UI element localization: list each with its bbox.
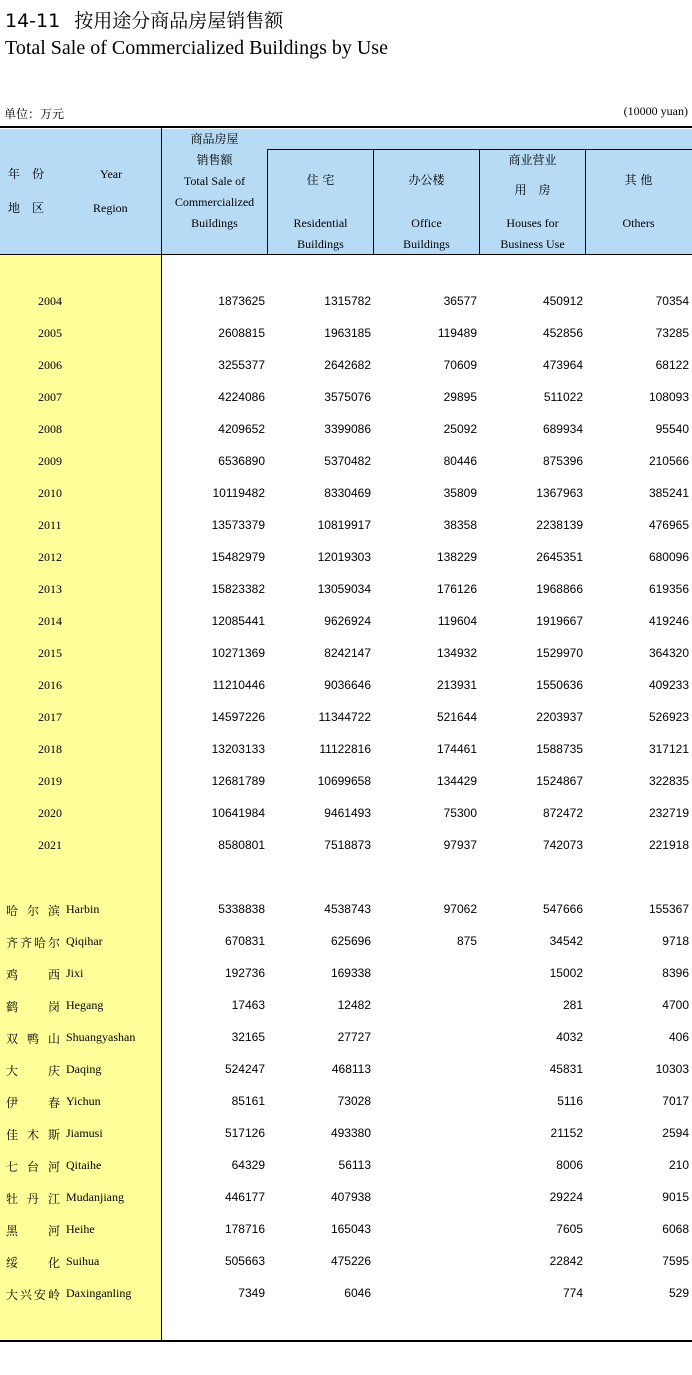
cell-total: 85161 (231, 1094, 265, 1108)
cell-others: 6068 (662, 1222, 689, 1236)
cell-office: 97062 (443, 902, 477, 916)
table-title-cn (5, 6, 283, 33)
year-label: 2018 (38, 742, 62, 756)
cell-business: 1919667 (536, 614, 583, 628)
year-label: 2007 (38, 390, 62, 404)
header-others-en: Others (622, 216, 655, 230)
cell-residential: 13059034 (317, 582, 371, 596)
region-name-en: Suihua (66, 1254, 100, 1268)
region-name-en: Yichun (66, 1094, 101, 1108)
cell-total: 17463 (231, 998, 265, 1012)
table-row (0, 1054, 692, 1086)
table-row (0, 350, 692, 382)
cell-total: 11210446 (212, 678, 265, 692)
cell-residential: 165043 (330, 1222, 371, 1236)
cell-business: 1367963 (536, 486, 583, 500)
cell-residential: 6046 (344, 1286, 371, 1300)
year-label: 2013 (38, 582, 62, 596)
header-residential-en-2: Buildings (297, 237, 344, 251)
cell-office: 134429 (436, 774, 477, 788)
region-name-en: Qitaihe (66, 1158, 102, 1172)
cell-total: 517126 (224, 1126, 265, 1140)
year-label: 2006 (38, 358, 62, 372)
cell-business: 1588735 (536, 742, 583, 756)
year-label: 2019 (38, 774, 62, 788)
table-row (0, 702, 692, 734)
header-residential-cn: 住 宅 (306, 173, 335, 187)
cell-office: 119604 (437, 614, 477, 628)
header-total-en-2: Commercialized (174, 195, 255, 209)
cell-total: 12085441 (211, 614, 265, 628)
cell-office: 176126 (436, 582, 477, 596)
cell-business: 2645351 (536, 550, 583, 564)
cell-business: 34542 (549, 934, 583, 948)
cell-residential: 3399086 (324, 422, 371, 436)
region-name-en: Jiamusi (66, 1126, 103, 1140)
cell-business: 547666 (542, 902, 583, 916)
header-business-cn-1: 商业营业 (508, 153, 557, 167)
cell-others: 4700 (662, 998, 689, 1012)
cell-total: 15823382 (211, 582, 265, 596)
cell-business: 689934 (542, 422, 583, 436)
cell-others: 8396 (662, 966, 689, 980)
cell-business: 1968866 (536, 582, 583, 596)
cell-residential: 1963185 (324, 326, 371, 340)
cell-residential: 56113 (338, 1158, 371, 1172)
cell-total: 4224086 (218, 390, 265, 404)
region-name-en: Harbin (66, 902, 100, 916)
cell-business: 1524867 (536, 774, 583, 788)
cell-business: 875396 (542, 454, 583, 468)
cell-total: 64329 (231, 1158, 265, 1172)
table-row (0, 894, 692, 926)
cell-office: 174461 (436, 742, 477, 756)
table-row (0, 1182, 692, 1214)
region-name-cn: 七台河 (6, 1160, 60, 1174)
cell-office: 35809 (443, 486, 477, 500)
cell-business: 15002 (549, 966, 583, 980)
region-name-cn: 双鸭山 (6, 1032, 60, 1046)
cell-business: 473964 (542, 358, 583, 372)
cell-business: 742073 (542, 838, 583, 852)
region-name-cn: 伊春 (6, 1096, 60, 1110)
cell-business: 2203937 (536, 710, 583, 724)
cell-total: 13573379 (211, 518, 265, 532)
header-region-en: Region (93, 201, 128, 215)
cell-residential: 9461493 (324, 806, 371, 820)
unit-en: (10000 yuan) (623, 104, 688, 118)
unit-cn: 单位：万元 (4, 107, 65, 121)
cell-total: 10271369 (211, 646, 265, 660)
cell-office: 70609 (443, 358, 477, 372)
cell-business: 511022 (543, 390, 583, 404)
cell-total: 32165 (231, 1030, 265, 1044)
cell-residential: 2642682 (324, 358, 371, 372)
cell-office: 97937 (443, 838, 477, 852)
region-name-cn: 鹤岗 (6, 1000, 60, 1014)
table-row (0, 798, 692, 830)
cell-others: 526923 (648, 710, 689, 724)
table-row (0, 830, 692, 862)
cell-others: 68122 (655, 358, 689, 372)
year-label: 2016 (38, 678, 62, 692)
cell-others: 210 (668, 1158, 689, 1172)
cell-business: 45831 (549, 1062, 583, 1076)
cell-residential: 493380 (330, 1126, 371, 1140)
cell-total: 8580801 (218, 838, 265, 852)
header-year-en: Year (100, 167, 123, 181)
region-name-cn: 大庆 (6, 1064, 60, 1078)
cell-residential: 7518873 (324, 838, 371, 852)
cell-others: 680096 (648, 550, 689, 564)
cell-total: 4209652 (218, 422, 265, 436)
cell-others: 322835 (648, 774, 689, 788)
top-rule (0, 126, 692, 128)
region-name-en: Jixi (66, 966, 84, 980)
cell-residential: 73028 (337, 1094, 371, 1108)
cell-total: 446177 (224, 1190, 265, 1204)
table-row (0, 606, 692, 638)
cell-residential: 8330469 (324, 486, 371, 500)
cell-residential: 9626924 (324, 614, 371, 628)
cell-others: 10303 (655, 1062, 689, 1076)
cell-office: 29895 (443, 390, 477, 404)
region-name-en: Daqing (66, 1062, 102, 1076)
header-total-en-3: Buildings (191, 216, 238, 230)
cell-others: 70354 (655, 294, 689, 308)
cell-others: 108093 (648, 390, 689, 404)
cell-office: 36577 (443, 294, 477, 308)
cell-residential: 9036646 (324, 678, 371, 692)
table-row (0, 638, 692, 670)
table-row (0, 1150, 692, 1182)
cell-office: 25092 (443, 422, 477, 436)
cell-office: 138229 (436, 550, 477, 564)
cell-total: 524247 (224, 1062, 265, 1076)
cell-others: 9718 (662, 934, 689, 948)
cell-office: 875 (456, 934, 477, 948)
table-row (0, 414, 692, 446)
table-row (0, 286, 692, 318)
region-name-en: Shuangyashan (66, 1030, 136, 1044)
cell-others: 529 (668, 1286, 689, 1300)
header-year-cn: 年 份 (8, 167, 45, 181)
cell-others: 9015 (662, 1190, 689, 1204)
cell-residential: 10819917 (317, 518, 371, 532)
cell-office: 80446 (443, 454, 477, 468)
table-row (0, 1022, 692, 1054)
table-row (0, 766, 692, 798)
cell-others: 385241 (648, 486, 689, 500)
cell-residential: 3575076 (324, 390, 371, 404)
header-business-en-2: Business Use (500, 237, 565, 251)
cell-residential: 5370482 (324, 454, 371, 468)
region-name-cn: 哈尔滨 (6, 904, 60, 918)
header-office-en-2: Buildings (403, 237, 450, 251)
region-name-en: Heihe (66, 1222, 95, 1236)
bottom-rule (0, 1340, 692, 1342)
region-name-cn: 佳木斯 (6, 1128, 60, 1142)
cell-business: 7605 (556, 1222, 583, 1236)
cell-business: 872472 (542, 806, 583, 820)
cell-office: 134932 (436, 646, 477, 660)
table-number: 14-11 (5, 10, 61, 32)
header-business-en-1: Houses for (506, 216, 559, 230)
region-name-en: Daxinganling (66, 1286, 132, 1300)
year-label: 2004 (38, 294, 62, 308)
cell-residential: 407938 (330, 1190, 371, 1204)
cell-others: 364320 (648, 646, 689, 660)
cell-others: 95540 (655, 422, 689, 436)
cell-total: 13203133 (211, 742, 265, 756)
cell-residential: 11122816 (319, 742, 371, 756)
cell-total: 10119482 (212, 486, 265, 500)
table-row (0, 1214, 692, 1246)
cell-others: 7017 (662, 1094, 689, 1108)
table-row (0, 1118, 692, 1150)
cell-business: 452856 (542, 326, 583, 340)
table-row (0, 446, 692, 478)
cell-residential: 12482 (337, 998, 371, 1012)
col-divider-4 (585, 149, 586, 254)
header-region-cn: 地 区 (8, 201, 45, 215)
cell-residential: 468113 (331, 1062, 371, 1076)
table-row (0, 734, 692, 766)
table-row (0, 1086, 692, 1118)
cell-residential: 8242147 (324, 646, 371, 660)
cell-others: 476965 (648, 518, 689, 532)
cell-office: 119489 (437, 326, 477, 340)
cell-others: 232719 (648, 806, 689, 820)
cell-others: 419246 (648, 614, 689, 628)
cell-business: 2238139 (536, 518, 583, 532)
cell-others: 7595 (662, 1254, 689, 1268)
header-others-cn: 其 他 (624, 173, 653, 187)
cell-total: 7349 (238, 1286, 265, 1300)
cell-business: 281 (562, 998, 583, 1012)
cell-total: 10641984 (211, 806, 265, 820)
region-name-en: Qiqihar (66, 934, 103, 948)
cell-others: 406 (668, 1030, 689, 1044)
cell-business: 5116 (557, 1094, 583, 1108)
table-row (0, 926, 692, 958)
table-row (0, 382, 692, 414)
header-business-cn-2: 用 房 (514, 183, 551, 197)
table-row (0, 958, 692, 990)
table-title-en: Total Sale of Commercialized Buildings by Use (5, 37, 388, 59)
year-label: 2009 (38, 454, 62, 468)
header-total-en-1: Total Sale of (183, 174, 246, 188)
cell-residential: 625696 (330, 934, 371, 948)
cell-business: 1529970 (536, 646, 583, 660)
region-name-en: Hegang (66, 998, 104, 1012)
year-label: 2010 (38, 486, 62, 500)
year-label: 2014 (38, 614, 62, 628)
cell-others: 2594 (662, 1126, 689, 1140)
cell-residential: 27727 (337, 1030, 371, 1044)
cell-office: 38358 (443, 518, 477, 532)
cell-total: 5338838 (218, 902, 265, 916)
year-label: 2015 (38, 646, 62, 660)
cell-residential: 169338 (330, 966, 371, 980)
year-label: 2005 (38, 326, 62, 340)
cell-residential: 10699658 (317, 774, 371, 788)
cell-total: 192736 (224, 966, 265, 980)
cell-residential: 12019303 (317, 550, 371, 564)
region-name-cn: 齐齐哈尔 (6, 936, 60, 950)
cell-office: 213931 (436, 678, 477, 692)
region-name-cn: 鸡西 (6, 968, 60, 982)
cell-total: 14597226 (211, 710, 265, 724)
header-office-cn: 办公楼 (408, 173, 445, 187)
cell-total: 1873625 (218, 294, 265, 308)
header-total-cn-1: 商品房屋 (190, 132, 239, 146)
cell-business: 29224 (549, 1190, 583, 1204)
year-label: 2020 (38, 806, 62, 820)
cell-business: 8006 (556, 1158, 583, 1172)
table-row (0, 670, 692, 702)
cell-business: 1550636 (536, 678, 583, 692)
year-label: 2017 (38, 710, 62, 724)
header-residential-en-1: Residential (293, 216, 348, 230)
cell-business: 22842 (549, 1254, 583, 1268)
region-name-cn: 大兴安岭 (6, 1288, 60, 1302)
cell-others: 221918 (648, 838, 689, 852)
cell-others: 210566 (648, 454, 689, 468)
header-office-en-1: Office (411, 216, 442, 230)
cell-total: 505663 (224, 1254, 265, 1268)
region-name-en: Mudanjiang (66, 1190, 124, 1204)
table-row (0, 510, 692, 542)
table-row (0, 542, 692, 574)
cell-others: 155367 (648, 902, 689, 916)
table-row (0, 990, 692, 1022)
region-name-cn: 牡丹江 (6, 1192, 60, 1206)
region-name-cn: 黑河 (6, 1224, 60, 1238)
cell-total: 15482979 (211, 550, 265, 564)
year-label: 2008 (38, 422, 62, 436)
cell-residential: 4538743 (324, 902, 371, 916)
cell-others: 73285 (655, 326, 689, 340)
cell-total: 2608815 (218, 326, 265, 340)
title-cn-text: 按用途分商品房屋销售额 (74, 10, 284, 32)
year-label: 2011 (38, 518, 62, 532)
table-row (0, 318, 692, 350)
table-row (0, 1278, 692, 1310)
cell-total: 670831 (224, 934, 265, 948)
cell-residential: 1315782 (324, 294, 371, 308)
year-label: 2021 (38, 838, 62, 852)
cell-total: 12681789 (211, 774, 265, 788)
cell-total: 178716 (224, 1222, 265, 1236)
cell-office: 75300 (443, 806, 477, 820)
cell-business: 450912 (542, 294, 583, 308)
region-name-cn: 绥化 (6, 1256, 60, 1270)
table-row (0, 478, 692, 510)
cell-total: 3255377 (218, 358, 265, 372)
cell-total: 6536890 (218, 454, 265, 468)
header-total-cn-2: 销售额 (196, 153, 233, 167)
cell-residential: 11344722 (318, 710, 371, 724)
cell-business: 774 (562, 1286, 583, 1300)
year-label: 2012 (38, 550, 62, 564)
cell-others: 317121 (648, 742, 689, 756)
cell-business: 21152 (550, 1126, 583, 1140)
cell-residential: 475226 (330, 1254, 371, 1268)
table-row (0, 574, 692, 606)
table-row (0, 1246, 692, 1278)
cell-office: 521644 (436, 710, 477, 724)
cell-business: 4032 (556, 1030, 583, 1044)
cell-others: 619356 (648, 582, 689, 596)
cell-others: 409233 (648, 678, 689, 692)
